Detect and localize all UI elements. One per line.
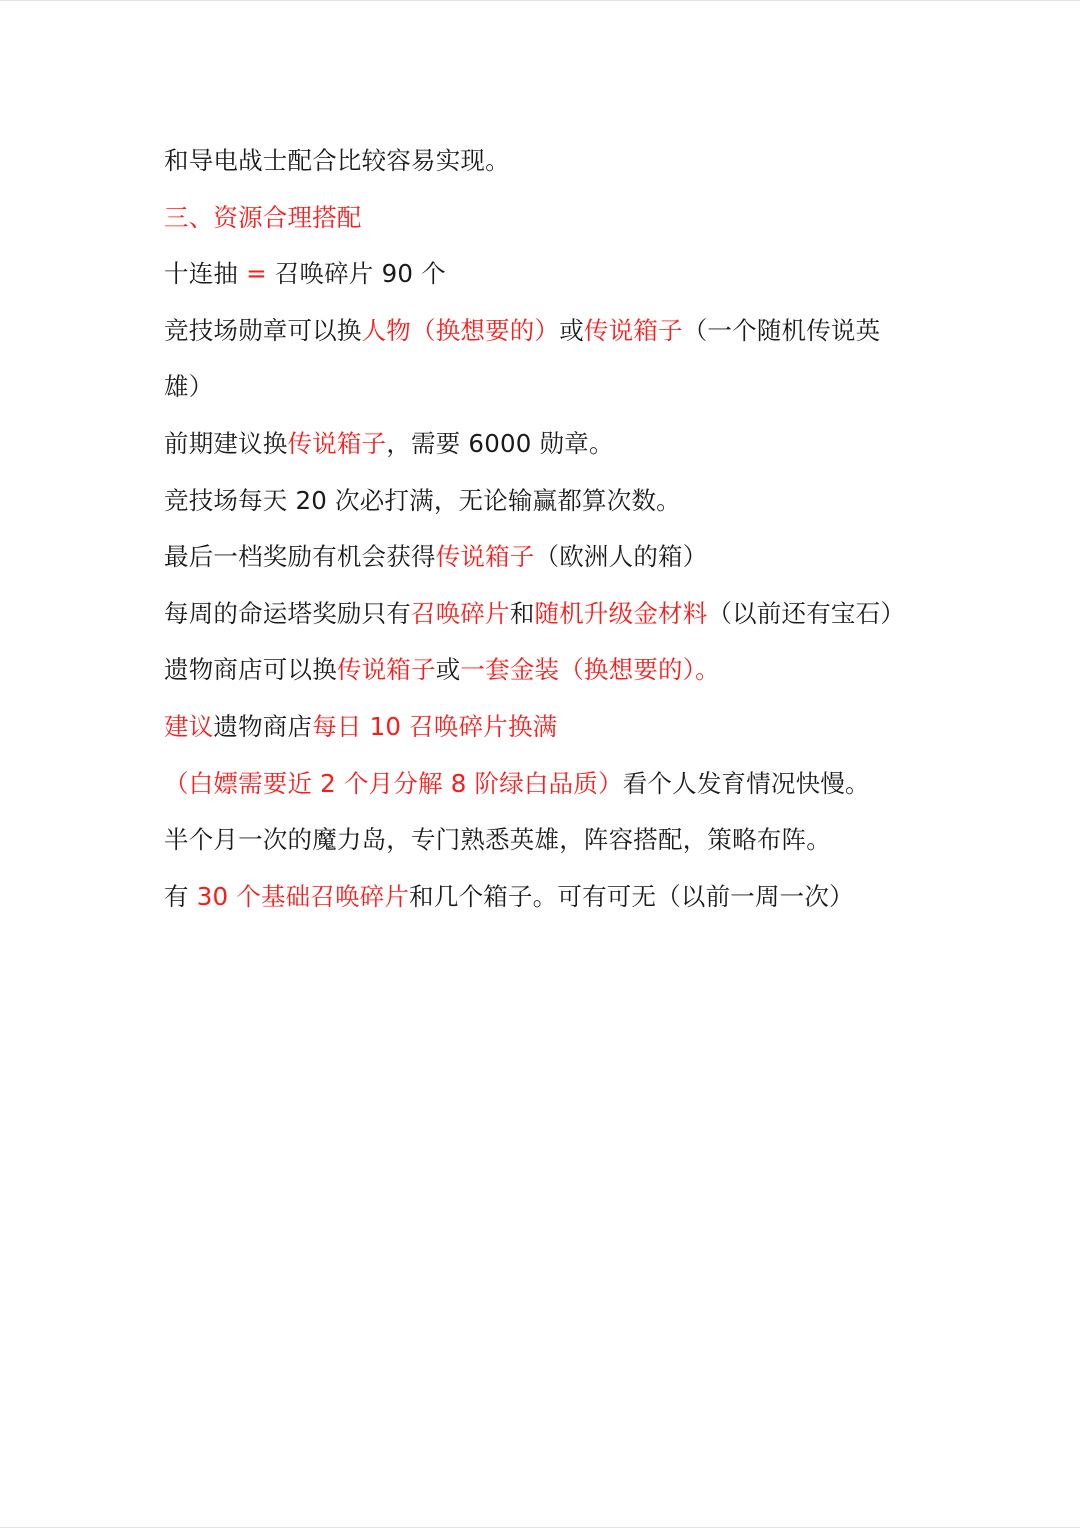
highlighted-text: 每日 10 召唤碎片换满 (312, 711, 558, 741)
body-text: ，需要 6000 勋章。 (386, 428, 614, 458)
text-line (164, 529, 944, 586)
highlighted-text: 传说箱子 (435, 542, 535, 572)
body-text: 或 (435, 655, 461, 685)
body-text: 和 (509, 598, 535, 628)
body-text: 有 (164, 881, 197, 911)
highlighted-text: 一套金装（换想要的）。 (460, 655, 720, 685)
body-text: 遗物商店 (213, 711, 313, 741)
highlighted-text: 人物（换想要的） (361, 315, 560, 345)
text-line (164, 473, 944, 530)
highlighted-text: 传说箱子 (336, 655, 436, 685)
body-text: 十连抽 (164, 259, 247, 289)
highlighted-text: 随机升级金材料 (534, 598, 708, 628)
highlighted-text: 30 个基础召唤碎片 (196, 881, 410, 911)
highlighted-text: 召唤碎片 (411, 598, 510, 628)
highlighted-text: 传说箱子 (583, 315, 683, 345)
text-line (164, 586, 944, 643)
text-line (164, 246, 944, 303)
highlighted-text: （白嫖需要近 2 个月分解 8 阶绿白品质） (164, 768, 623, 798)
text-line (164, 133, 944, 190)
text-line (164, 359, 944, 416)
body-text: （欧洲人的箱） (534, 542, 708, 572)
page-top-border (0, 0, 1080, 1)
body-text: 每周的命运塔奖励只有 (164, 598, 411, 628)
text-line (164, 642, 944, 699)
body-text: 和导电战士配合比较容易实现。 (164, 146, 510, 175)
body-text: （以前还有宝石） (707, 598, 906, 628)
text-line (164, 416, 944, 473)
text-line (164, 303, 944, 360)
body-text: 半个月一次的魔力岛，专门熟悉英雄，阵容搭配，策略布阵。 (164, 825, 831, 855)
body-text: 竞技场勋章可以换 (164, 315, 362, 345)
document-body (164, 133, 944, 925)
body-text: 雄） (164, 372, 214, 402)
highlighted-text: = (246, 259, 267, 289)
text-line (164, 190, 944, 247)
text-line (164, 699, 944, 756)
highlighted-text: 传说箱子 (287, 428, 387, 458)
body-text: 竞技场每天 20 次必打满，无论输赢都算次数。 (164, 485, 681, 515)
text-line (164, 812, 944, 869)
body-text: （一个随机传说英 (682, 315, 881, 345)
body-text: 和几个箱子。可有可无（以前一周一次） (409, 881, 854, 911)
body-text: 看个人发育情况快慢。 (622, 768, 870, 798)
body-text: 召唤碎片 90 个 (266, 259, 446, 289)
body-text: 最后一档奖励有机会获得 (164, 542, 436, 572)
body-text: 遗物商店可以换 (164, 655, 337, 685)
text-line (164, 869, 944, 926)
highlighted-text: 建议 (164, 711, 214, 741)
text-line (164, 756, 944, 813)
body-text: 前期建议换 (164, 428, 288, 458)
highlighted-text: 三、资源合理搭配 (164, 202, 362, 232)
body-text: 或 (559, 315, 584, 345)
